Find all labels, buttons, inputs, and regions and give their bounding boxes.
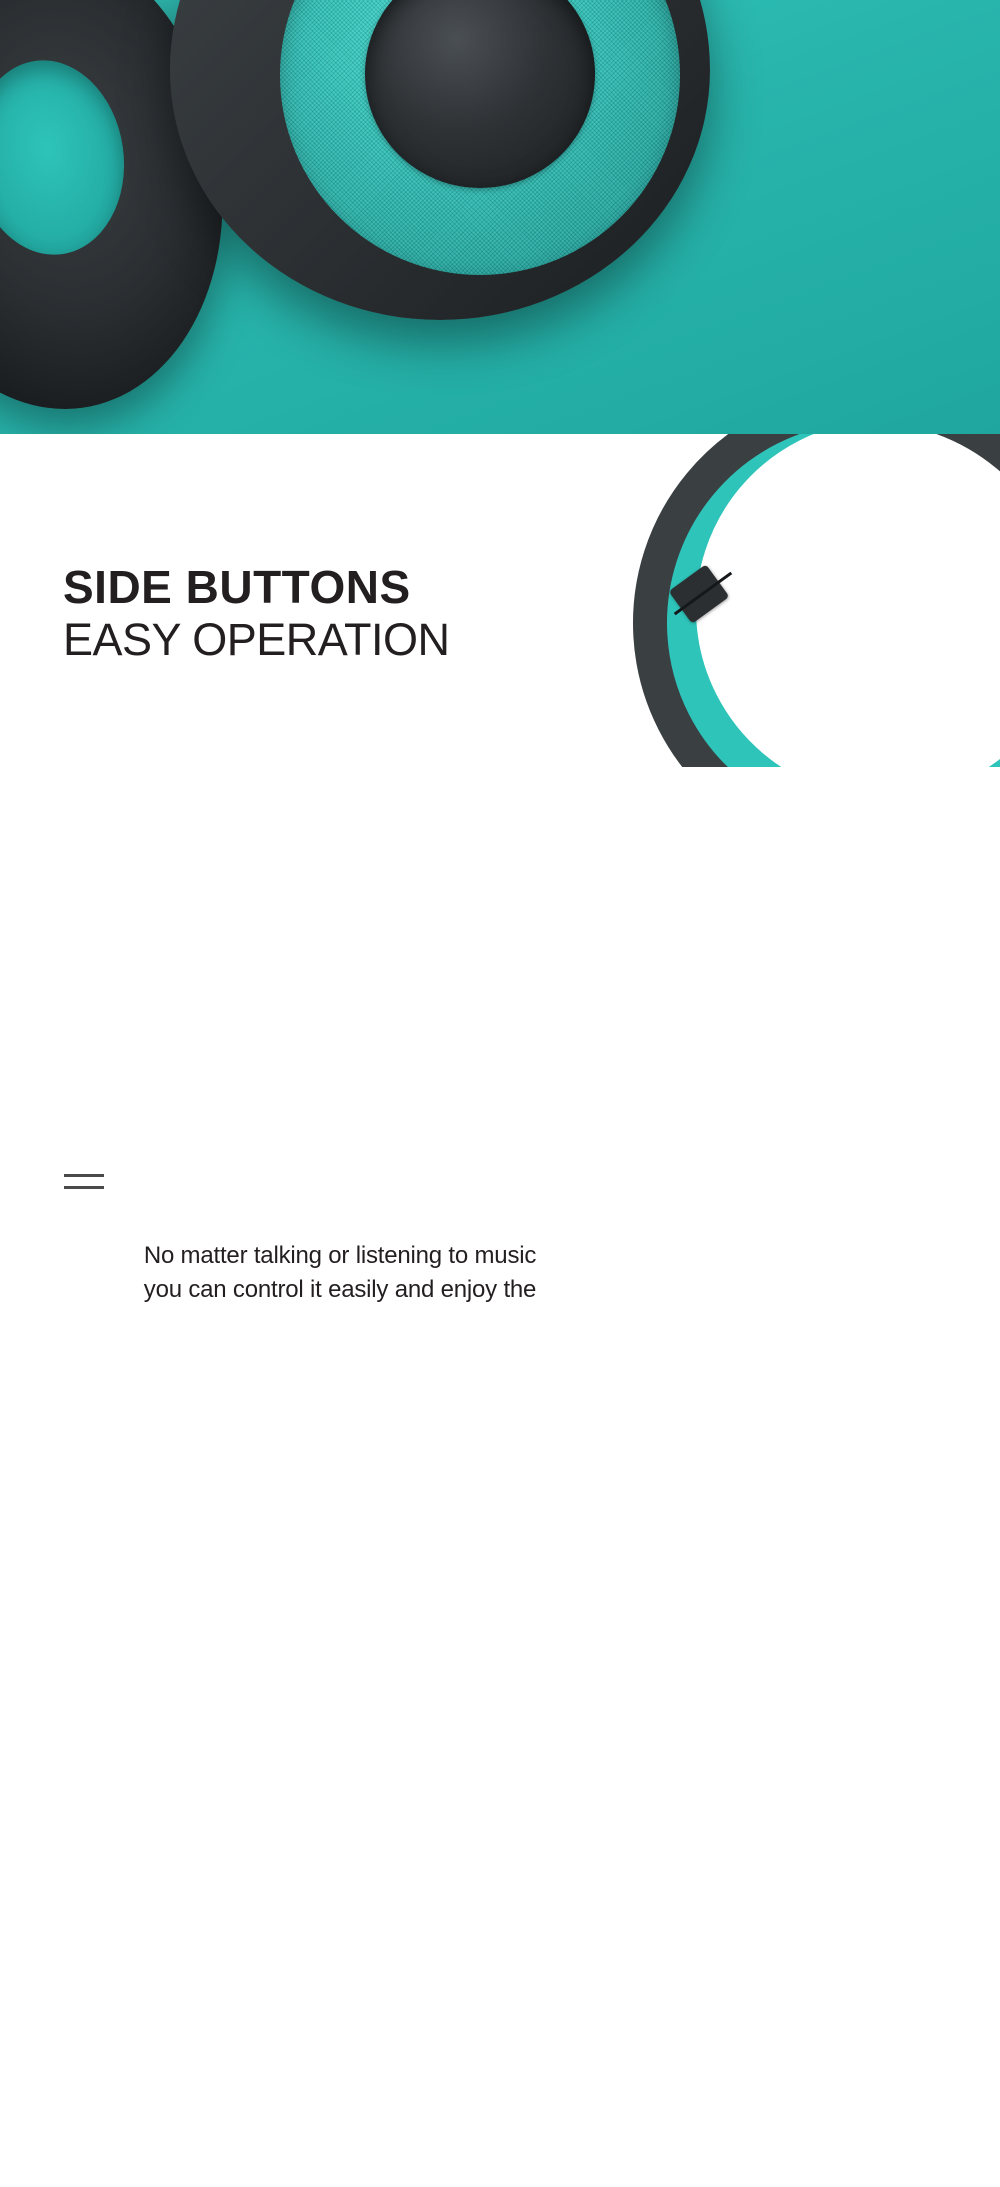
feature-section [0, 434, 1000, 2187]
headband-teal-arc [589, 434, 1000, 884]
headband-dark-arc [580, 434, 1000, 884]
body-line: you can control it easily and enjoy the [143, 1276, 537, 1304]
divider-double-rule [64, 1174, 104, 1198]
headband-slider-seam [674, 572, 732, 616]
headband-crop-mask [580, 767, 1000, 884]
side-button-notch [669, 564, 730, 623]
feature-headline-block [63, 561, 623, 665]
divider-rule-top [64, 1174, 104, 1177]
hero-product-image [0, 0, 1000, 434]
body-line: No matter talking or listening to music [143, 1242, 537, 1269]
headband-slider-photo [580, 434, 1000, 884]
divider-rule-bottom [64, 1186, 104, 1189]
feature-body-copy [60, 1239, 620, 1307]
headline-primary: SIDE BUTTONS [63, 561, 411, 613]
headline-secondary: EASY OPERATION [63, 614, 450, 665]
